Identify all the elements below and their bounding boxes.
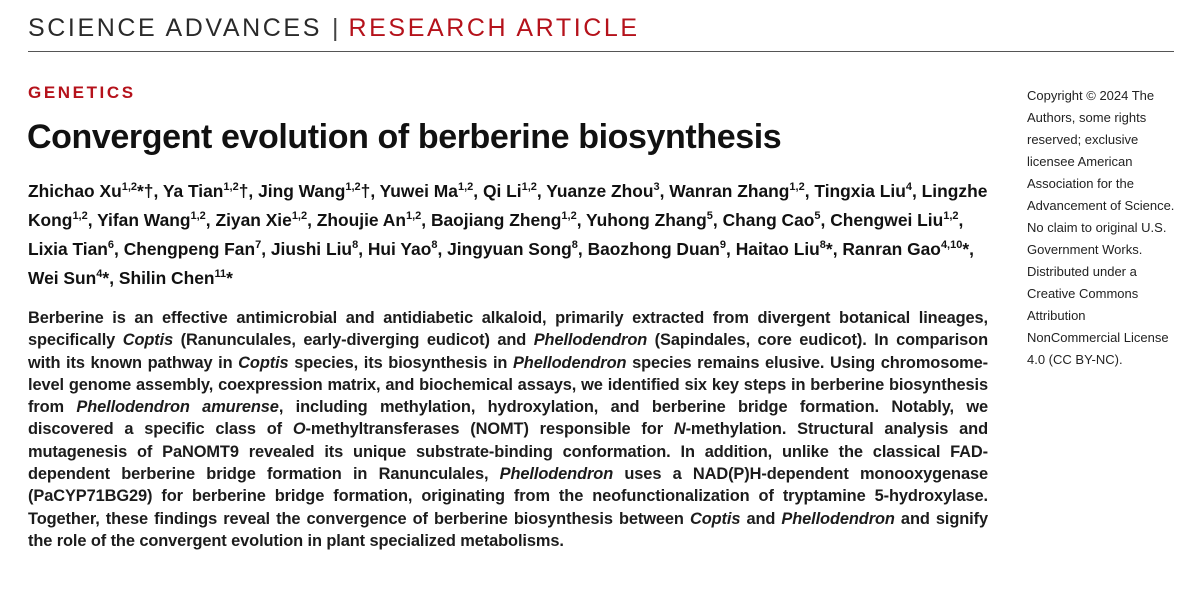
article-title: Convergent evolution of berberine biosynthesis bbox=[27, 118, 782, 156]
author-affiliation: 6 bbox=[107, 239, 115, 251]
author-name: Chengwei Liu bbox=[830, 210, 944, 230]
author bbox=[258, 181, 370, 201]
author bbox=[119, 268, 233, 288]
author-affiliation: 4,10 bbox=[940, 239, 963, 251]
author-mark: * bbox=[825, 239, 833, 259]
author bbox=[723, 210, 821, 230]
author-affiliation: 1,2 bbox=[72, 210, 88, 222]
abstract-text: -methyltransferases (NOMT) responsible for bbox=[305, 420, 674, 439]
author bbox=[830, 210, 958, 230]
author-name: Jing Wang bbox=[258, 181, 346, 201]
author bbox=[368, 239, 438, 259]
author-affiliation: 1,2 bbox=[190, 210, 206, 222]
header-rule bbox=[28, 51, 1174, 52]
journal-name: SCIENCE ADVANCES bbox=[28, 14, 322, 42]
author-name: Haitao Liu bbox=[735, 239, 820, 259]
abstract-text: -methylation. Structural analysis and mutagenesis of PaNOMT9 revealed its unique substrate-binding conformation. In addition, unlike the classical FAD-dependent berberine bridge formation in Ranunculales, bbox=[28, 420, 988, 484]
author-name: Baozhong Duan bbox=[587, 239, 720, 259]
abstract-italic-term: Phellodendron bbox=[512, 353, 627, 372]
author bbox=[842, 239, 969, 259]
author bbox=[271, 239, 358, 259]
author-affiliation: 11 bbox=[214, 268, 227, 280]
author-affiliation: 1,2 bbox=[121, 181, 138, 193]
author-name: Qi Li bbox=[482, 181, 522, 201]
author-affiliation: 3 bbox=[653, 181, 660, 193]
abstract bbox=[28, 307, 988, 552]
author-name: Jingyuan Song bbox=[447, 239, 572, 259]
abstract-text: species remains elusive. Using chromosome-level genome assembly, coexpression matrix, and biochemical assays, we identified six key steps in berberine biosynthesis from bbox=[28, 353, 988, 417]
author-name: Ziyan Xie bbox=[215, 210, 292, 230]
author-name: Yuanze Zhou bbox=[546, 181, 654, 201]
abstract-text: and bbox=[740, 509, 782, 528]
author bbox=[588, 239, 726, 259]
author-name: Chang Cao bbox=[722, 210, 815, 230]
author-affiliation: 1,2 bbox=[789, 181, 805, 193]
abstract-italic-term: Phellodendron bbox=[781, 509, 895, 528]
author-affiliation: 1,2 bbox=[457, 181, 474, 193]
abstract-italic-term: Coptis bbox=[689, 509, 741, 528]
author-name: Yifan Wang bbox=[97, 210, 191, 230]
author-affiliation: 4 bbox=[96, 268, 103, 280]
abstract-text: Berberine is an effective antimicrobial and antidiabetic alkaloid, primarily extracted from divergent botanical lineages, specifically bbox=[28, 309, 988, 350]
abstract-text: species, its biosynthesis in bbox=[288, 353, 513, 372]
abstract-text: uses a NAD(P)H-dependent monooxygenase (PaCYP71BG29) for berberine bridge formation, originating from the neofunctionalization of tryptamine 5-hydroxylase. Together, these findings reveal the convergence of berberine biosynthesis between bbox=[28, 465, 988, 528]
article-type: RESEARCH ARTICLE bbox=[348, 14, 640, 42]
author-name: Tingxia Liu bbox=[814, 181, 906, 201]
author-affiliation: 7 bbox=[255, 239, 262, 251]
author-affiliation: 1,2 bbox=[561, 210, 577, 222]
author-affiliation: 1,2 bbox=[345, 181, 361, 193]
author bbox=[669, 181, 804, 201]
copyright-notice: Copyright © 2024 The Authors, some rights reserved; exclusive licensee American Association for the Advancement of Science. No claim to original U.S. Government Works. Distributed under a Creative Commons Attribution NonCommercial License 4.0 (CC BY-NC). bbox=[1027, 88, 1175, 367]
author-name: Chengpeng Fan bbox=[123, 239, 256, 259]
author-name: Baojiang Zheng bbox=[430, 210, 562, 230]
author-affiliation: 8 bbox=[571, 239, 578, 251]
author bbox=[447, 239, 578, 259]
author bbox=[546, 181, 659, 201]
author-affiliation: 1,2 bbox=[521, 181, 537, 193]
author-affiliation: 8 bbox=[352, 239, 359, 251]
abstract-text: and signify the role of the convergent evolution in plant specialized metabolisms. bbox=[28, 509, 988, 550]
abstract-italic-term: N bbox=[673, 420, 686, 439]
author bbox=[317, 210, 422, 230]
journal-header bbox=[28, 14, 640, 43]
author bbox=[483, 181, 537, 201]
author-affiliation: 5 bbox=[706, 210, 713, 222]
section-label: GENETICS bbox=[28, 83, 136, 102]
author bbox=[124, 239, 262, 259]
author-name: Hui Yao bbox=[367, 239, 432, 259]
author bbox=[431, 210, 577, 230]
author-affiliation: 4 bbox=[905, 181, 912, 193]
author-name: Yuhong Zhang bbox=[586, 210, 707, 230]
author-affiliation: 5 bbox=[814, 210, 821, 222]
author-affiliation: 1,2 bbox=[405, 210, 422, 222]
author-name: Jiushi Liu bbox=[270, 239, 353, 259]
author bbox=[814, 181, 912, 201]
abstract-italic-term: Phellodendron bbox=[533, 331, 648, 350]
author-mark: † bbox=[238, 181, 249, 201]
author-name: Lingzhe Kong bbox=[28, 181, 988, 230]
author bbox=[586, 210, 713, 230]
author bbox=[163, 181, 249, 201]
author-affiliation: 8 bbox=[819, 239, 826, 251]
author-mark: † bbox=[360, 181, 371, 201]
author bbox=[28, 239, 114, 259]
author-name: Wanran Zhang bbox=[669, 181, 790, 201]
author bbox=[28, 268, 109, 288]
author-name: Zhoujie An bbox=[316, 210, 406, 230]
author-mark: * bbox=[102, 268, 110, 288]
abstract-italic-term: Phellodendron bbox=[499, 465, 614, 484]
abstract-italic-term: O bbox=[292, 420, 306, 439]
author-affiliation: 1,2 bbox=[223, 181, 239, 193]
abstract-italic-term: Coptis bbox=[238, 353, 289, 372]
author bbox=[28, 181, 153, 201]
abstract-italic-term: Coptis bbox=[122, 331, 174, 350]
abstract-italic-term: Phellodendron amurense bbox=[76, 398, 279, 417]
header-separator: | bbox=[331, 14, 339, 42]
author bbox=[97, 210, 206, 230]
author-affiliation: 9 bbox=[719, 239, 727, 251]
author-affiliation: 1,2 bbox=[291, 210, 308, 222]
author-mark: *† bbox=[137, 181, 154, 201]
author-name: Shilin Chen bbox=[118, 268, 215, 288]
author bbox=[380, 181, 474, 201]
author-mark: * bbox=[226, 268, 233, 288]
author-name: Ya Tian bbox=[162, 181, 224, 201]
author-affiliation: 8 bbox=[431, 239, 438, 251]
author-name: Zhichao Xu bbox=[28, 181, 122, 201]
author-mark: * bbox=[962, 239, 970, 259]
author-name: Wei Sun bbox=[28, 268, 97, 288]
author-name: Yuwei Ma bbox=[379, 181, 458, 201]
abstract-text: , including methylation, hydroxylation, and berberine bridge formation. Notably, we discovered a specific class of bbox=[28, 398, 988, 439]
author-name: Lixia Tian bbox=[28, 239, 108, 259]
author-affiliation: 1,2 bbox=[943, 210, 959, 222]
author bbox=[215, 210, 307, 230]
author bbox=[736, 239, 833, 259]
author-name: Ranran Gao bbox=[842, 239, 941, 259]
abstract-text: (Ranunculales, early-diverging eudicot) and bbox=[173, 331, 534, 350]
author-list: Zhichao Xu$^{1,2}$*†, Ya Tian$^{1,2}$†, Jing Wang$^{1,2}$†, Yuwei Ma$^{1,2}$, Qi Li$^{1,2}$, Yuanze Zhou$^3$, Wanran Zhang$^{1,2}$, Tingxia Liu$^4$, Lingzhe Kong$^{1,2}$, Yifan Wang$^{1,2}$, Ziyan Xie$^{1,2}$, Zhoujie An$^{1,2}$, Baojiang Zheng$^{1,2}$, Yuhong Zhang$^5$, Chang Cao$^5$, Chengwei Liu$^{1,2}$, Lixia Tian$^6$, Chengpeng Fan$^7$, Jiushi Liu$^8$, Hui Yao$^8$, Jingyuan Song$^8$, Baozhong Duan$^9$, Haitao Liu$^8$*, Ranran Gao$^{4,10}$*, Wei Sun$^4$*, Shilin Chen$^{11}$* bbox=[28, 181, 988, 288]
abstract-text: (Sapindales, core eudicot). In comparison with its known pathway in bbox=[28, 331, 988, 372]
